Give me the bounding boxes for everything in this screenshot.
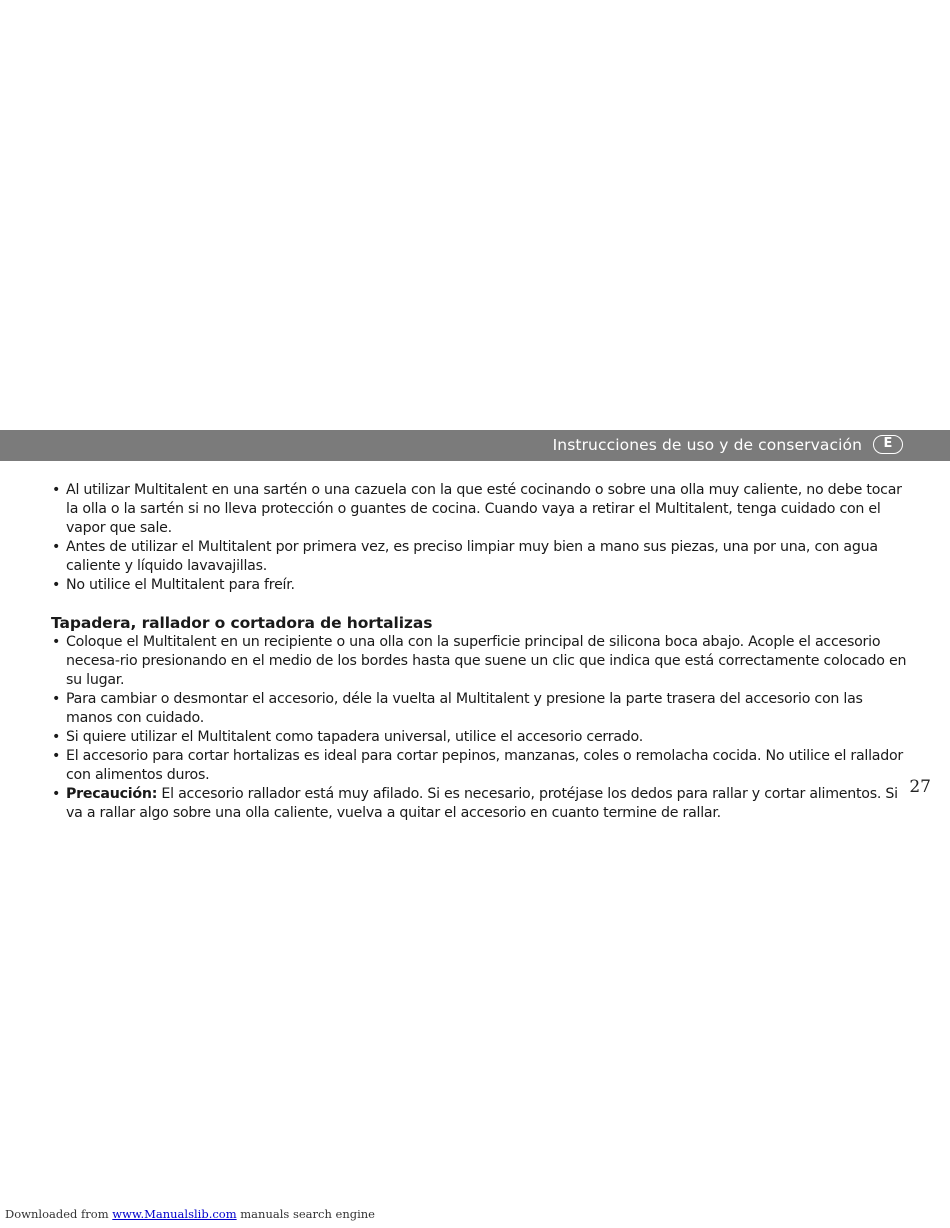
header-bar [0, 430, 950, 461]
list-item: • Para cambiar o desmontar el accesorio, déle la vuelta al Multitalent y presione la parte trasera del accesorio con las manos con cuidado. [51, 690, 907, 728]
header-title: Instrucciones de uso y de conservación [552, 436, 862, 454]
page-number: 27 [909, 777, 931, 797]
caution-label: Precaución: [66, 786, 158, 802]
page-content [51, 481, 907, 823]
footer-prefix: Downloaded from [5, 1207, 113, 1221]
manualslib-link[interactable]: www.Manualslib.com [112, 1207, 237, 1221]
section-bullet-list [51, 633, 907, 823]
list-item: • Antes de utilizar el Multitalent por primera vez, es preciso limpiar muy bien a mano sus piezas, una por una, con agua caliente y líquido lavavajillas. [51, 538, 907, 576]
list-item: • El accesorio para cortar hortalizas es ideal para cortar pepinos, manzanas, coles o remolacha cocida. No utilice el rallador con alimentos duros. [51, 747, 907, 785]
intro-bullet-list [51, 481, 907, 595]
footer [5, 1207, 375, 1221]
list-item: • Al utilizar Multitalent en una sartén o una cazuela con la que esté cocinando o sobre una olla muy caliente, no debe tocar la olla o la sartén si no lleva protección o guantes de cocina. Cuando vaya a retirar el Multitalent, tenga cuidado con el vapor que sale. [51, 481, 907, 538]
language-badge: E [873, 435, 903, 454]
section-title: Tapadera, rallador o cortadora de hortalizas [51, 614, 433, 632]
caution-text: El accesorio rallador está muy afilado. Si es necesario, protéjase los dedos para rallar y cortar alimentos. Si va a rallar algo sobre una olla caliente, vuelva a quitar el accesorio en cuanto termine de rallar. [66, 786, 898, 821]
list-item: • Si quiere utilizar el Multitalent como tapadera universal, utilice el accesorio cerrado. [51, 728, 907, 747]
footer-suffix: manuals search engine [236, 1207, 375, 1221]
caution-item [51, 785, 907, 823]
list-item: • No utilice el Multitalent para freír. [51, 576, 907, 595]
list-item: • Coloque el Multitalent en un recipiente o una olla con la superficie principal de silicona boca abajo. Acople el accesorio necesa-rio presionando en el medio de los bordes hasta que suene un clic que indica que está correctamente colocado en su lugar. [51, 633, 907, 690]
